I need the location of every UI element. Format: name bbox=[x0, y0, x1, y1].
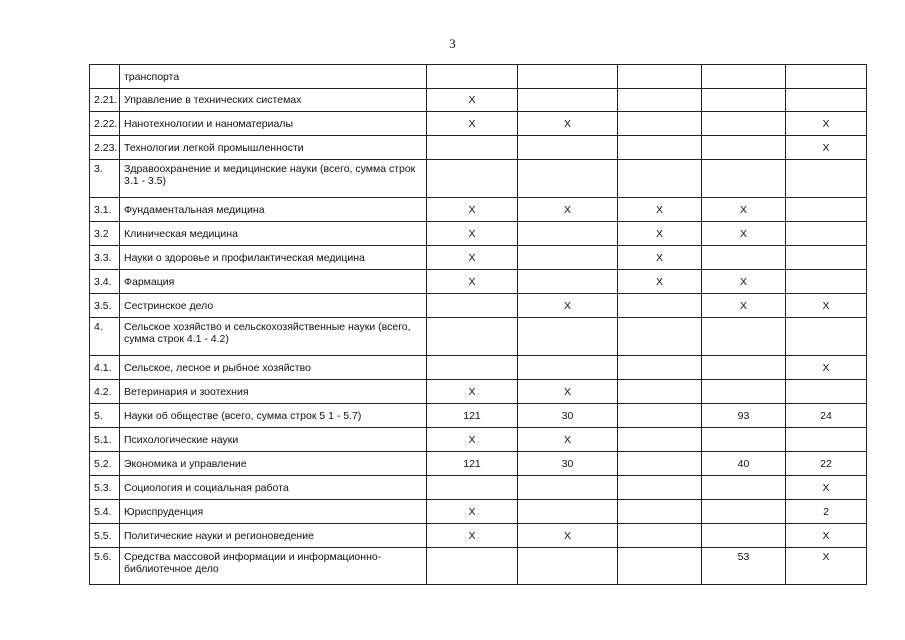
value-cell: 30 bbox=[518, 404, 618, 428]
table-row bbox=[90, 500, 867, 524]
value-cell bbox=[702, 318, 786, 356]
value-cell bbox=[618, 318, 702, 356]
value-cell: X bbox=[518, 428, 618, 452]
row-number-cell bbox=[90, 65, 120, 89]
value-cell: X bbox=[427, 89, 518, 112]
row-name-cell: Нанотехнологии и наноматериалы bbox=[120, 112, 427, 136]
value-cell bbox=[618, 500, 702, 524]
value-cell bbox=[518, 548, 618, 585]
table-row bbox=[90, 89, 867, 112]
table-row bbox=[90, 246, 867, 270]
table-row bbox=[90, 222, 867, 246]
value-cell bbox=[618, 548, 702, 585]
value-cell bbox=[427, 318, 518, 356]
row-number-cell: 4.1. bbox=[90, 356, 120, 380]
row-name-cell: Здравоохранение и медицинские науки (всего, сумма строк 3.1 - 3.5) bbox=[120, 160, 427, 198]
row-name-cell: Сельское хозяйство и сельскохозяйственные науки (всего, сумма строк 4.1 - 4.2) bbox=[120, 318, 427, 356]
value-cell bbox=[518, 65, 618, 89]
value-cell: X bbox=[427, 222, 518, 246]
table-row bbox=[90, 404, 867, 428]
row-name-cell: Науки об обществе (всего, сумма строк 5 1 - 5.7) bbox=[120, 404, 427, 428]
value-cell bbox=[618, 112, 702, 136]
value-cell: X bbox=[427, 380, 518, 404]
value-cell bbox=[618, 380, 702, 404]
value-cell bbox=[702, 356, 786, 380]
table-body bbox=[90, 65, 867, 585]
table-row bbox=[90, 198, 867, 222]
value-cell: 24 bbox=[786, 404, 867, 428]
value-cell bbox=[702, 246, 786, 270]
table-row bbox=[90, 270, 867, 294]
value-cell bbox=[427, 476, 518, 500]
value-cell: 121 bbox=[427, 404, 518, 428]
value-cell: X bbox=[786, 136, 867, 160]
value-cell: 93 bbox=[702, 404, 786, 428]
row-name-cell: Фундаментальная медицина bbox=[120, 198, 427, 222]
value-cell bbox=[786, 380, 867, 404]
value-cell: X bbox=[427, 270, 518, 294]
table-row bbox=[90, 548, 867, 585]
table-row bbox=[90, 65, 867, 89]
row-number-cell: 3.3. bbox=[90, 246, 120, 270]
value-cell bbox=[618, 452, 702, 476]
value-cell bbox=[618, 160, 702, 198]
value-cell bbox=[702, 524, 786, 548]
value-cell bbox=[518, 318, 618, 356]
table-row bbox=[90, 112, 867, 136]
value-cell bbox=[518, 89, 618, 112]
value-cell bbox=[702, 380, 786, 404]
row-number-cell: 2.23. bbox=[90, 136, 120, 160]
row-name-cell: Технологии легкой промышленности bbox=[120, 136, 427, 160]
row-name-cell: Клиническая медицина bbox=[120, 222, 427, 246]
value-cell bbox=[518, 476, 618, 500]
row-number-cell: 5.1. bbox=[90, 428, 120, 452]
value-cell: X bbox=[427, 198, 518, 222]
value-cell: 40 bbox=[702, 452, 786, 476]
row-number-cell: 2.22. bbox=[90, 112, 120, 136]
value-cell bbox=[427, 356, 518, 380]
row-name-cell: Политические науки и регионоведение bbox=[120, 524, 427, 548]
value-cell bbox=[786, 222, 867, 246]
table-row bbox=[90, 160, 867, 198]
value-cell: X bbox=[702, 270, 786, 294]
value-cell bbox=[427, 294, 518, 318]
value-cell: X bbox=[786, 356, 867, 380]
value-cell bbox=[618, 524, 702, 548]
value-cell bbox=[702, 65, 786, 89]
row-number-cell: 5. bbox=[90, 404, 120, 428]
value-cell: 121 bbox=[427, 452, 518, 476]
value-cell bbox=[702, 112, 786, 136]
row-number-cell: 5.5. bbox=[90, 524, 120, 548]
data-table bbox=[89, 64, 867, 585]
value-cell: X bbox=[427, 112, 518, 136]
value-cell bbox=[786, 160, 867, 198]
row-number-cell: 3.2 bbox=[90, 222, 120, 246]
value-cell bbox=[618, 476, 702, 500]
value-cell bbox=[786, 198, 867, 222]
value-cell bbox=[427, 548, 518, 585]
row-number-cell: 4. bbox=[90, 318, 120, 356]
value-cell: X bbox=[518, 112, 618, 136]
table-row bbox=[90, 294, 867, 318]
table-row bbox=[90, 318, 867, 356]
value-cell: X bbox=[618, 198, 702, 222]
row-number-cell: 3.5. bbox=[90, 294, 120, 318]
value-cell bbox=[702, 89, 786, 112]
row-name-cell: Сельское, лесное и рыбное хозяйство bbox=[120, 356, 427, 380]
row-number-cell: 4.2. bbox=[90, 380, 120, 404]
value-cell bbox=[518, 270, 618, 294]
value-cell bbox=[786, 428, 867, 452]
page-number: 3 bbox=[449, 36, 456, 51]
value-cell bbox=[702, 160, 786, 198]
row-name-cell: Управление в технических системах bbox=[120, 89, 427, 112]
value-cell: X bbox=[427, 428, 518, 452]
row-number-cell: 5.6. bbox=[90, 548, 120, 585]
value-cell: X bbox=[702, 222, 786, 246]
value-cell: 22 bbox=[786, 452, 867, 476]
value-cell: X bbox=[518, 524, 618, 548]
value-cell: X bbox=[427, 500, 518, 524]
row-name-cell: Фармация bbox=[120, 270, 427, 294]
value-cell: X bbox=[702, 294, 786, 318]
value-cell: X bbox=[786, 524, 867, 548]
value-cell bbox=[702, 500, 786, 524]
value-cell bbox=[518, 500, 618, 524]
value-cell bbox=[786, 89, 867, 112]
row-number-cell: 5.4. bbox=[90, 500, 120, 524]
value-cell: 30 bbox=[518, 452, 618, 476]
value-cell: X bbox=[618, 270, 702, 294]
table-row bbox=[90, 428, 867, 452]
value-cell: X bbox=[518, 294, 618, 318]
value-cell: X bbox=[786, 294, 867, 318]
value-cell bbox=[786, 318, 867, 356]
value-cell bbox=[427, 65, 518, 89]
table-row bbox=[90, 380, 867, 404]
table-row bbox=[90, 452, 867, 476]
value-cell bbox=[618, 404, 702, 428]
row-name-cell: Юриспруденция bbox=[120, 500, 427, 524]
value-cell bbox=[518, 246, 618, 270]
value-cell bbox=[618, 89, 702, 112]
row-name-cell: Социология и социальная работа bbox=[120, 476, 427, 500]
value-cell: X bbox=[786, 548, 867, 585]
row-number-cell: 2.21. bbox=[90, 89, 120, 112]
value-cell bbox=[786, 270, 867, 294]
row-number-cell: 3.4. bbox=[90, 270, 120, 294]
value-cell bbox=[518, 222, 618, 246]
value-cell: X bbox=[618, 246, 702, 270]
row-number-cell: 3. bbox=[90, 160, 120, 198]
value-cell: X bbox=[702, 198, 786, 222]
value-cell bbox=[518, 136, 618, 160]
row-number-cell: 5.3. bbox=[90, 476, 120, 500]
row-name-cell: Психологические науки bbox=[120, 428, 427, 452]
value-cell bbox=[618, 356, 702, 380]
value-cell bbox=[702, 136, 786, 160]
value-cell: X bbox=[518, 380, 618, 404]
row-name-cell: Средства массовой информации и информационно-библиотечное дело bbox=[120, 548, 427, 585]
value-cell bbox=[427, 136, 518, 160]
value-cell bbox=[702, 428, 786, 452]
value-cell bbox=[702, 476, 786, 500]
value-cell bbox=[427, 160, 518, 198]
value-cell: 53 bbox=[702, 548, 786, 585]
row-name-cell: Ветеринария и зоотехния bbox=[120, 380, 427, 404]
value-cell: X bbox=[618, 222, 702, 246]
row-name-cell: Сестринское дело bbox=[120, 294, 427, 318]
value-cell: X bbox=[427, 524, 518, 548]
value-cell bbox=[786, 246, 867, 270]
value-cell: X bbox=[518, 198, 618, 222]
value-cell bbox=[618, 136, 702, 160]
value-cell: X bbox=[427, 246, 518, 270]
table-row bbox=[90, 476, 867, 500]
row-number-cell: 3.1. bbox=[90, 198, 120, 222]
value-cell bbox=[618, 294, 702, 318]
value-cell bbox=[518, 356, 618, 380]
table-row bbox=[90, 136, 867, 160]
value-cell bbox=[786, 65, 867, 89]
table-row bbox=[90, 356, 867, 380]
row-name-cell: Экономика и управление bbox=[120, 452, 427, 476]
value-cell bbox=[518, 160, 618, 198]
table-row bbox=[90, 524, 867, 548]
row-name-cell: Науки о здоровье и профилактическая медицина bbox=[120, 246, 427, 270]
value-cell bbox=[618, 428, 702, 452]
row-name-cell: транспорта bbox=[120, 65, 427, 89]
value-cell: 2 bbox=[786, 500, 867, 524]
row-number-cell: 5.2. bbox=[90, 452, 120, 476]
value-cell: X bbox=[786, 112, 867, 136]
value-cell bbox=[618, 65, 702, 89]
value-cell: X bbox=[786, 476, 867, 500]
